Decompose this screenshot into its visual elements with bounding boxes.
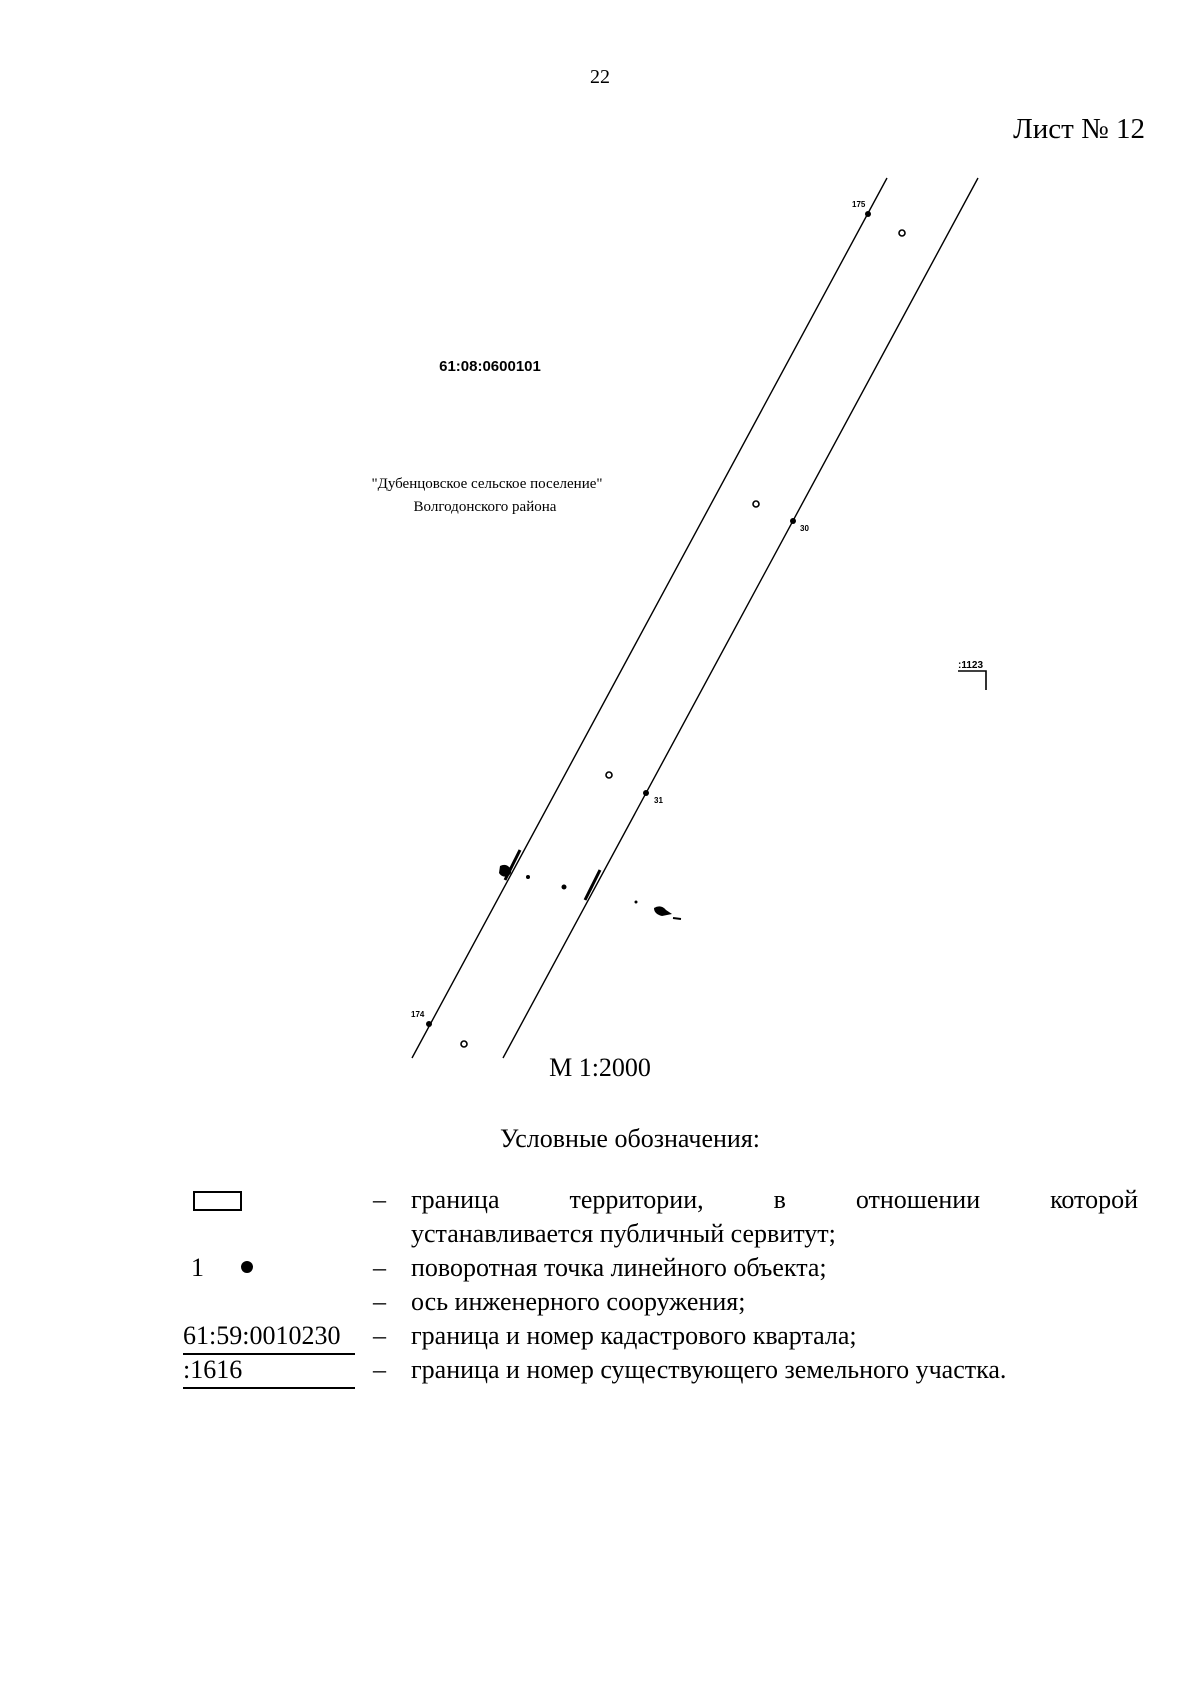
legend-text-line: граница территории, в отношении которой <box>411 1185 1138 1214</box>
point-label-31: 31 <box>654 796 663 805</box>
settlement-name-line2: Волгодонского района <box>413 499 557 515</box>
marker-circle <box>461 1041 467 1047</box>
legend-text-line: устанавливается публичный сервитут; <box>411 1219 836 1248</box>
legend-dash: – <box>373 1287 386 1316</box>
turning-point-31 <box>643 790 649 796</box>
legend-item-cadastral-quarter <box>183 1319 1138 1353</box>
plot-boundary-corner <box>958 671 986 690</box>
page-number: 22 <box>590 66 610 88</box>
legend-text: граница и номер кадастрового квартала; <box>411 1321 857 1350</box>
blot-mark <box>654 906 672 916</box>
point-label-30: 30 <box>800 524 809 533</box>
point-number-sample: 1 <box>191 1253 204 1282</box>
blot-mark <box>673 918 681 919</box>
boundary-line-left <box>412 178 887 1058</box>
cadastral-quarter-sample: 61:59:0010230 <box>183 1319 355 1355</box>
land-plot-sample: :1616 <box>183 1353 355 1389</box>
turning-point-174 <box>426 1021 432 1027</box>
legend-symbol <box>183 1285 373 1319</box>
marker-circle <box>753 501 759 507</box>
marker-circle <box>606 772 612 778</box>
legend-title: Условные обозначения: <box>499 1124 761 1153</box>
legend-item-axis <box>183 1285 1138 1319</box>
point-label-174: 174 <box>411 1010 425 1019</box>
legend-item-servitude-boundary <box>183 1183 1138 1251</box>
legend-symbol <box>183 1251 373 1285</box>
quarter-label: 61:08:0600101 <box>439 358 541 375</box>
legend-dash: – <box>373 1253 386 1282</box>
legend-symbol <box>183 1183 373 1217</box>
legend-symbol <box>183 1319 373 1353</box>
turning-point-30 <box>790 518 796 524</box>
point-label-175: 175 <box>852 200 866 209</box>
turning-point-175 <box>865 211 871 217</box>
plot-label: :1123 <box>958 660 984 671</box>
legend-symbol <box>183 1353 373 1387</box>
legend-dash: – <box>373 1321 386 1350</box>
boundary-segment <box>585 870 600 900</box>
blot-mark <box>562 885 567 890</box>
legend-dash: – <box>373 1355 386 1384</box>
blot-mark <box>635 901 638 904</box>
boundary-rectangle-icon <box>193 1191 242 1211</box>
legend-text: ось инженерного сооружения; <box>411 1287 746 1316</box>
turning-point-icon <box>241 1261 253 1273</box>
legend-text: поворотная точка линейного объекта; <box>411 1253 827 1282</box>
sheet-label: Лист № 12 <box>1013 113 1145 145</box>
legend-dash: – <box>373 1185 386 1214</box>
legend-text: граница и номер существующего земельного участка. <box>411 1355 1007 1384</box>
boundary-line-right <box>503 178 978 1058</box>
settlement-name-line1: "Дубенцовское сельское поселение" <box>371 476 603 492</box>
legend-item-turning-point <box>183 1251 1138 1285</box>
blot-mark <box>526 875 530 879</box>
blot-mark <box>499 865 511 877</box>
legend <box>183 1183 1138 1387</box>
legend-text <box>411 1183 1138 1251</box>
legend-item-land-plot <box>183 1353 1138 1387</box>
map-scale: М 1:2000 <box>549 1053 651 1082</box>
marker-circle <box>899 230 905 236</box>
